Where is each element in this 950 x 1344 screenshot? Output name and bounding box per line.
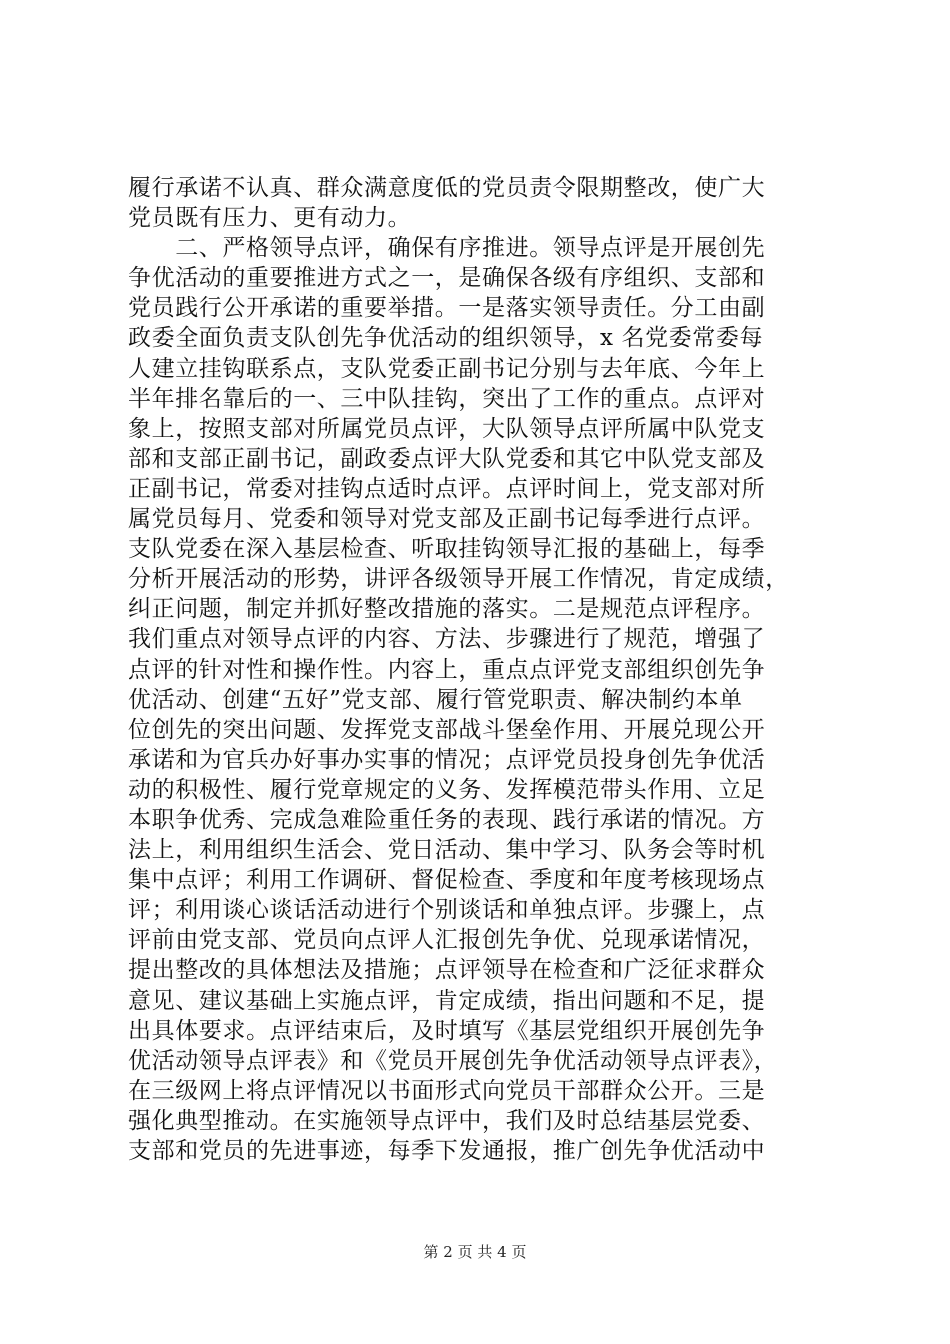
- text-line: 纠正问题，制定并抓好整改措施的落实。二是规范点评程序。: [128, 596, 766, 623]
- text-line: 优活动、创建“五好”党支部、履行管党职责、解决制约本单: [128, 686, 743, 713]
- text-line: 提出整改的具体想法及措施；点评领导在检查和广泛征求群众: [128, 957, 766, 984]
- text-line: 半年排名靠后的一、三中队挂钩，突出了工作的重点。点评对: [128, 385, 766, 412]
- text-line: 党员践行公开承诺的重要举措。一是落实领导责任。分工由副: [128, 295, 766, 322]
- text-line: 优活动领导点评表》和《党员开展创先争优活动领导点评表》，: [128, 1047, 778, 1074]
- text-line: 意见、建议基础上实施点评，肯定成绩，指出问题和不足，提: [128, 987, 766, 1014]
- text-line: 承诺和为官兵办好事办实事的情况；点评党员投身创先争优活: [128, 746, 766, 773]
- page-number-footer: 第 2 页 共 4 页: [423, 1243, 527, 1261]
- text-line: 正副书记，常委对挂钩点适时点评。点评时间上，党支部对所: [128, 475, 766, 502]
- text-line: 履行承诺不认真、群众满意度低的党员责令限期整改，使广大: [128, 175, 766, 201]
- text-line: 二、严格领导点评，确保有序推进。领导点评是开展创先: [128, 235, 766, 262]
- text-line: 集中点评；利用工作调研、督促检查、季度和年度考核现场点: [128, 867, 766, 894]
- text-line: 强化典型推动。在实施领导点评中，我们及时总结基层党委、: [128, 1107, 766, 1134]
- text-line: 部和支部正副书记，副政委点评大队党委和其它中队党支部及: [128, 445, 766, 472]
- text-line: 支部和党员的先进事迹，每季下发通报，推广创先争优活动中: [128, 1138, 766, 1164]
- text-line: 政委全面负责支队创先争优活动的组织领导，x 名党委常委每: [128, 325, 764, 352]
- text-line: 争优活动的重要推进方式之一，是确保各级有序组织、支部和: [128, 265, 766, 292]
- text-line: 位创先的突出问题、发挥党支部战斗堡垒作用、开展兑现公开: [128, 716, 766, 743]
- text-line: 支队党委在深入基层检查、听取挂钩领导汇报的基础上，每季: [128, 536, 766, 563]
- document-body: [128, 173, 828, 1166]
- text-line: 评前由党支部、党员向点评人汇报创先争优、兑现承诺情况，: [128, 927, 766, 954]
- text-line: 本职争优秀、完成急难险重任务的表现、践行承诺的情况。方: [128, 806, 766, 833]
- text-line: 象上，按照支部对所属党员点评，大队领导点评所属中队党支: [128, 415, 766, 442]
- text-line: 动的积极性、履行党章规定的义务、发挥模范带头作用、立足: [128, 776, 766, 803]
- text-line: 评；利用谈心谈话活动进行个别谈话和单独点评。步骤上，点: [128, 897, 766, 924]
- text-line: 分析开展活动的形势，讲评各级领导开展工作情况，肯定成绩，: [128, 566, 789, 593]
- text-line: 属党员每月、党委和领导对党支部及正副书记每季进行点评。: [128, 506, 766, 533]
- text-line: 党员既有压力、更有动力。: [128, 205, 412, 232]
- text-line: 点评的针对性和操作性。内容上，重点点评党支部组织创先争: [128, 656, 766, 683]
- text-line: 我们重点对领导点评的内容、方法、步骤进行了规范，增强了: [128, 626, 766, 653]
- text-line: 法上，利用组织生活会、党日活动、集中学习、队务会等时机: [128, 837, 766, 864]
- text-line: 出具体要求。点评结束后，及时填写《基层党组织开展创先争: [128, 1017, 766, 1044]
- text-line: 人建立挂钩联系点，支队党委正副书记分别与去年底、今年上: [128, 355, 766, 382]
- text-line: 在三级网上将点评情况以书面形式向党员干部群众公开。三是: [128, 1077, 766, 1104]
